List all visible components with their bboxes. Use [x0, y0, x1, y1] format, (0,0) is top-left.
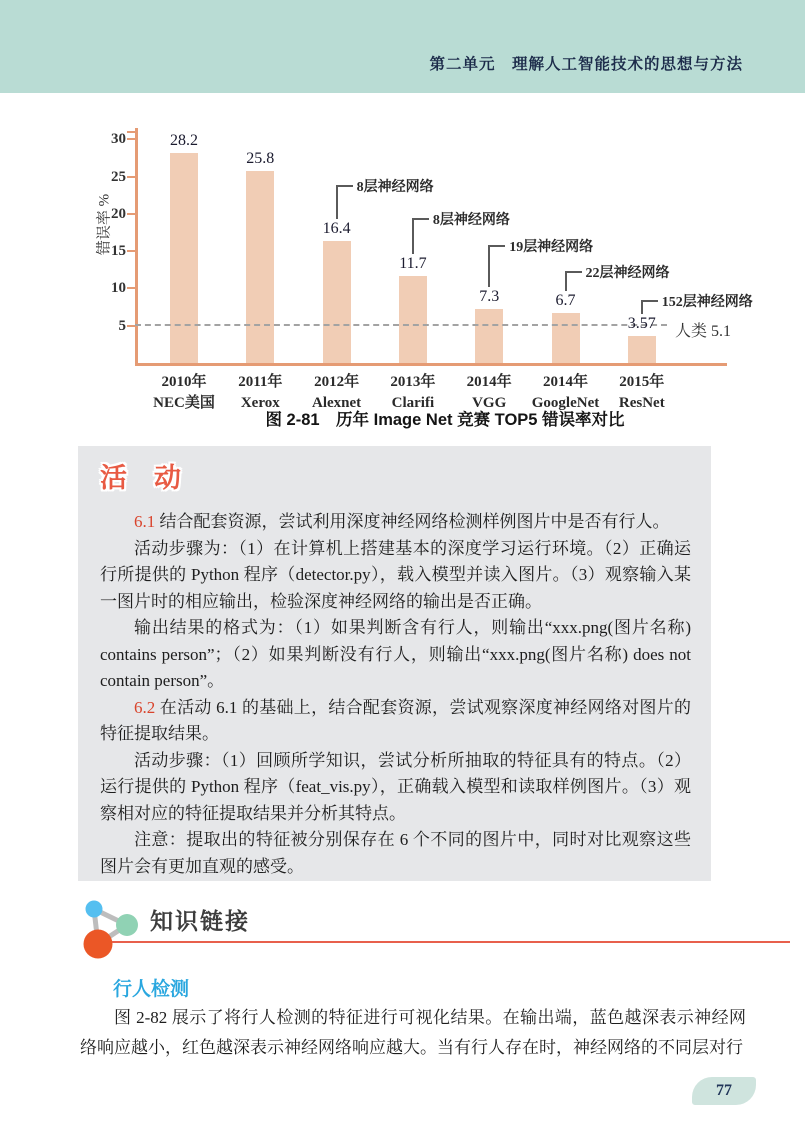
- activity-box: [78, 446, 711, 881]
- x-axis-label-name: VGG: [472, 395, 507, 411]
- callout-label: 152层神经网络: [661, 295, 753, 311]
- bar-value-label: 3.57: [627, 315, 656, 333]
- blue-node: [86, 901, 103, 918]
- activity-number: 6.2: [134, 697, 156, 717]
- x-axis-label-name: Clarifi: [391, 395, 435, 411]
- chart-bar: [246, 171, 274, 363]
- chart-bar: [399, 276, 427, 363]
- page-number: 77: [716, 1082, 732, 1099]
- bar-value-label: 25.8: [246, 149, 275, 167]
- x-axis: [135, 363, 727, 366]
- error-rate-chart: [96, 115, 790, 437]
- y-tick-mark: [127, 213, 135, 215]
- figure-caption: 图 2-81 历年 Image Net 竞赛 TOP5 错误率对比: [265, 411, 625, 429]
- callout-line: [642, 300, 658, 302]
- y-tick-label: 15: [111, 243, 126, 260]
- callout-line: [337, 185, 353, 187]
- callout-line: [641, 300, 643, 314]
- activity-paragraph: 输出结果的格式为：（1）如果判断含有行人，则输出“xxx.png(图片名称) contains person”；（2）如果判断没有行人，则输出“xxx.png(图片名称) does not contain person”。: [100, 618, 691, 690]
- callout-line: [565, 271, 567, 291]
- accent-divider: [112, 941, 790, 943]
- callout-line: [412, 218, 414, 254]
- activity-number: 6.1: [134, 512, 156, 531]
- chart-bar: [552, 313, 580, 363]
- y-axis-label: 错误率 %: [96, 193, 113, 256]
- x-axis-label-year: 2014年: [466, 374, 512, 390]
- page-number-badge: [692, 1077, 756, 1105]
- activity-paragraph: 注意：提取出的特征被分别保存在 6 个不同的图片中，同时对比观察这些图片会有更加直观的感受。: [100, 830, 691, 876]
- y-tick-mark: [127, 250, 135, 252]
- chart-bar: [170, 153, 198, 363]
- x-axis-label-name: NEC美国: [153, 395, 215, 411]
- x-axis-label-year: 2010年: [161, 374, 207, 390]
- bar-value-label: 16.4: [322, 219, 351, 237]
- x-axis-label-year: 2013年: [390, 374, 436, 390]
- callout-label: 8层神经网络: [432, 212, 510, 228]
- x-axis-label-name: Xerox: [240, 395, 280, 411]
- orange-node: [84, 930, 113, 959]
- activity-title: 活 动: [100, 463, 181, 493]
- y-tick-label: 10: [111, 280, 126, 297]
- activity-paragraph: 活动步骤：（1）回顾所学知识，尝试分析所抽取的特征具有的特点。（2）运行提供的 Python 程序（feat_vis.py），正确载入模型和读取样例图片。（3）观察相对应的特征提取结果并分析其特点。: [100, 750, 691, 823]
- x-axis-label-year: 2012年: [314, 374, 360, 390]
- y-tick-label: 20: [111, 205, 126, 222]
- y-tick-label: 30: [111, 131, 126, 148]
- bar-value-label: 11.7: [399, 254, 427, 272]
- x-axis-label-year: 2011年: [238, 374, 283, 390]
- green-node: [116, 914, 138, 936]
- y-tick-mark: [127, 138, 135, 140]
- human-reference-line: [135, 324, 667, 326]
- y-tick-label: 5: [118, 317, 126, 334]
- y-axis: [135, 128, 138, 364]
- knowledge-body-text: 图 2-82 展示了将行人检测的特征进行可视化结果。在输出端，蓝色越深表示神经网络响应越小，红色越深表示神经网络响应越大。当有行人存在时，神经网络的不同层对行: [80, 1008, 746, 1057]
- callout-line: [566, 271, 582, 273]
- callout-line: [413, 218, 429, 220]
- x-axis-label-name: GoogleNet: [531, 395, 600, 411]
- chart-bar: [475, 309, 503, 363]
- x-axis-label-year: 2015年: [619, 374, 665, 390]
- x-axis-label-name: ResNet: [618, 395, 665, 411]
- callout-line: [336, 185, 338, 219]
- activity-paragraph: 6.1 结合配套资源，尝试利用深度神经网络检测样例图片中是否有行人。: [134, 512, 670, 531]
- human-reference-label: 人类 5.1: [675, 323, 732, 340]
- bar-value-label: 6.7: [555, 292, 576, 310]
- callout-line: [489, 245, 505, 247]
- bar-value-label: 7.3: [479, 287, 500, 305]
- x-axis-label-year: 2014年: [542, 374, 588, 390]
- callout-label: 8层神经网络: [356, 179, 434, 195]
- y-tick-mark: [127, 325, 135, 327]
- activity-paragraphs: [100, 509, 691, 880]
- y-tick-mark: [127, 287, 135, 289]
- y-tick-label: 25: [111, 168, 126, 185]
- pedestrian-detection-heading: 行人检测: [113, 979, 190, 1000]
- callout-label: 22层神经网络: [585, 266, 670, 282]
- x-axis-label-name: Alexnet: [312, 395, 362, 411]
- knowledge-link-title: 知识链接: [150, 908, 250, 934]
- unit-title: 第二单元 理解人工智能技术的思想与方法: [429, 56, 743, 73]
- bar-value-label: 28.2: [170, 131, 198, 149]
- page-header: [0, 0, 805, 93]
- activity-paragraph: 6.2 在活动 6.1 的基础上，结合配套资源，尝试观察深度神经网络对图片的特征提取结果。: [100, 697, 691, 743]
- y-tick-mark: [127, 176, 135, 178]
- molecule-network-icon: [78, 896, 140, 960]
- chart-bar: [628, 336, 656, 363]
- callout-line: [488, 245, 490, 287]
- activity-paragraph: 活动步骤为：（1）在计算机上搭建基本的深度学习运行环境。（2）正确运行所提供的 Python 程序（detector.py），载入模型并读入图片。（3）观察输入某一图片时的相应输出，检验深度神经网络的输出是否正确。: [100, 538, 691, 611]
- callout-label: 19层神经网络: [509, 239, 594, 255]
- chart-bar: [323, 241, 351, 363]
